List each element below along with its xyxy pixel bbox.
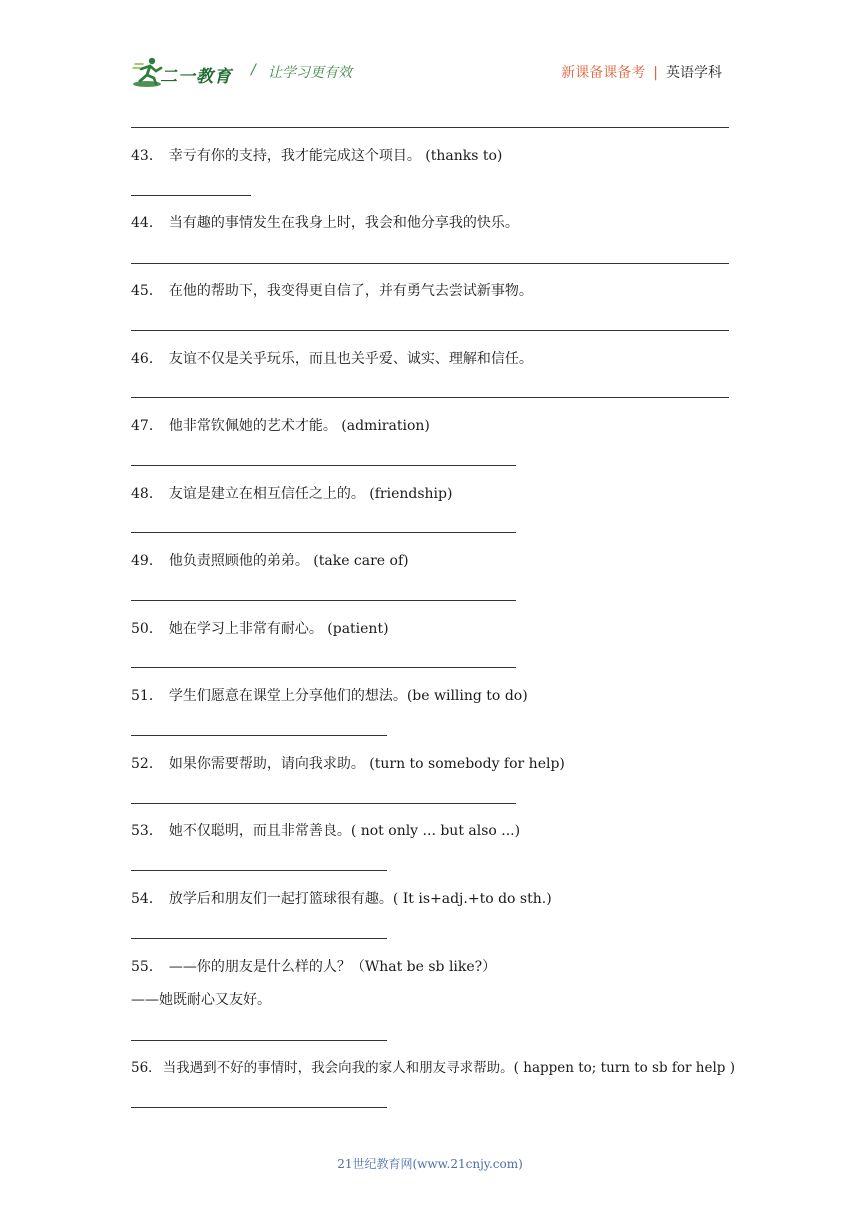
question-44: 44． 当有趣的事情发生在我身上时，我会和他分享我的快乐。	[131, 215, 519, 231]
answer-line[interactable]	[131, 938, 387, 939]
answer-line[interactable]	[131, 600, 516, 601]
question-text: 他负责照顾他的弟弟。 (take care of)	[168, 553, 409, 569]
question-48: 48． 友谊是建立在相互信任之上的。 (friendship)	[131, 486, 453, 502]
header-subject-label: 英语学科	[666, 65, 722, 81]
question-text: 学生们愿意在课堂上分享他们的想法。(be willing to do)	[168, 688, 528, 704]
answer-line[interactable]	[131, 127, 729, 128]
question-text: ——你的朋友是什么样的人？（What be sb like?）	[168, 959, 497, 975]
question-text: 放学后和朋友们一起打篮球很有趣。( It is+adj.+to do sth.)	[168, 891, 552, 907]
question-text: 她在学习上非常有耐心。 (patient)	[168, 621, 389, 637]
question-55: 55． ——你的朋友是什么样的人？（What be sb like?）	[131, 959, 497, 975]
header-slash: /	[251, 62, 256, 78]
answer-line[interactable]	[131, 870, 387, 871]
question-49: 49． 他负责照顾他的弟弟。 (take care of)	[131, 553, 409, 569]
question-47: 47． 他非常钦佩她的艺术才能。 (admiration)	[131, 418, 430, 434]
answer-line[interactable]	[131, 735, 387, 736]
header-slogan: 让学习更有效	[268, 65, 352, 81]
question-text: 幸亏有你的支持，我才能完成这个项目。 (thanks to)	[168, 148, 503, 164]
answer-line[interactable]	[131, 1107, 387, 1108]
question-54: 54． 放学后和朋友们一起打篮球很有趣。( It is+adj.+to do sth.)	[131, 891, 552, 907]
question-43: 43． 幸亏有你的支持，我才能完成这个项目。 (thanks to)	[131, 148, 503, 164]
answer-line[interactable]	[131, 330, 729, 331]
header-right	[561, 62, 722, 82]
question-text: 当我遇到不好的事情时，我会向我的家人和朋友寻求帮助。( happen to; turn to sb for help )	[162, 1060, 735, 1076]
question-53: 53． 她不仅聪明，而且非常善良。( not only ... but also ...)	[131, 823, 521, 839]
question-text: 她不仅聪明，而且非常善良。( not only ... but also ...)	[168, 823, 521, 839]
question-55-answer-prompt: ——她既耐心又友好。	[131, 992, 271, 1008]
page-header	[0, 0, 860, 110]
header-course-label: 新课备课备考	[561, 65, 646, 81]
logo	[132, 55, 242, 89]
question-text: 如果你需要帮助，请向我求助。 (turn to somebody for help)	[168, 756, 565, 772]
page-footer: 21世纪教育网(www.21cnjy.com)	[337, 1157, 523, 1171]
answer-line[interactable]	[131, 263, 729, 264]
question-52: 52． 如果你需要帮助，请向我求助。 (turn to somebody for help)	[131, 756, 565, 772]
answer-line[interactable]	[131, 397, 729, 398]
answer-line[interactable]	[131, 195, 251, 196]
answer-line[interactable]	[131, 532, 516, 533]
question-51: 51． 学生们愿意在课堂上分享他们的想法。(be willing to do)	[131, 688, 528, 704]
question-56: 56．当我遇到不好的事情时，我会向我的家人和朋友寻求帮助。( happen to; turn to sb for help )	[131, 1060, 735, 1076]
question-text: 当有趣的事情发生在我身上时，我会和他分享我的快乐。	[168, 215, 519, 231]
answer-line[interactable]	[131, 803, 516, 804]
question-50: 50． 她在学习上非常有耐心。 (patient)	[131, 621, 389, 637]
question-45: 45． 在他的帮助下，我变得更自信了，并有勇气去尝试新事物。	[131, 283, 533, 299]
question-text: 在他的帮助下，我变得更自信了，并有勇气去尝试新事物。	[168, 283, 533, 299]
header-separator: |	[653, 65, 658, 81]
answer-line[interactable]	[131, 465, 516, 466]
question-text: 友谊不仅是关乎玩乐，而且也关乎爱、诚实、理解和信任。	[168, 351, 533, 367]
logo-text: 二一教育	[160, 67, 232, 87]
question-text: 友谊是建立在相互信任之上的。 (friendship)	[168, 486, 453, 502]
answer-line[interactable]	[131, 1040, 387, 1041]
answer-line[interactable]	[131, 667, 516, 668]
question-46: 46． 友谊不仅是关乎玩乐，而且也关乎爱、诚实、理解和信任。	[131, 351, 533, 367]
question-text: 他非常钦佩她的艺术才能。 (admiration)	[168, 418, 430, 434]
